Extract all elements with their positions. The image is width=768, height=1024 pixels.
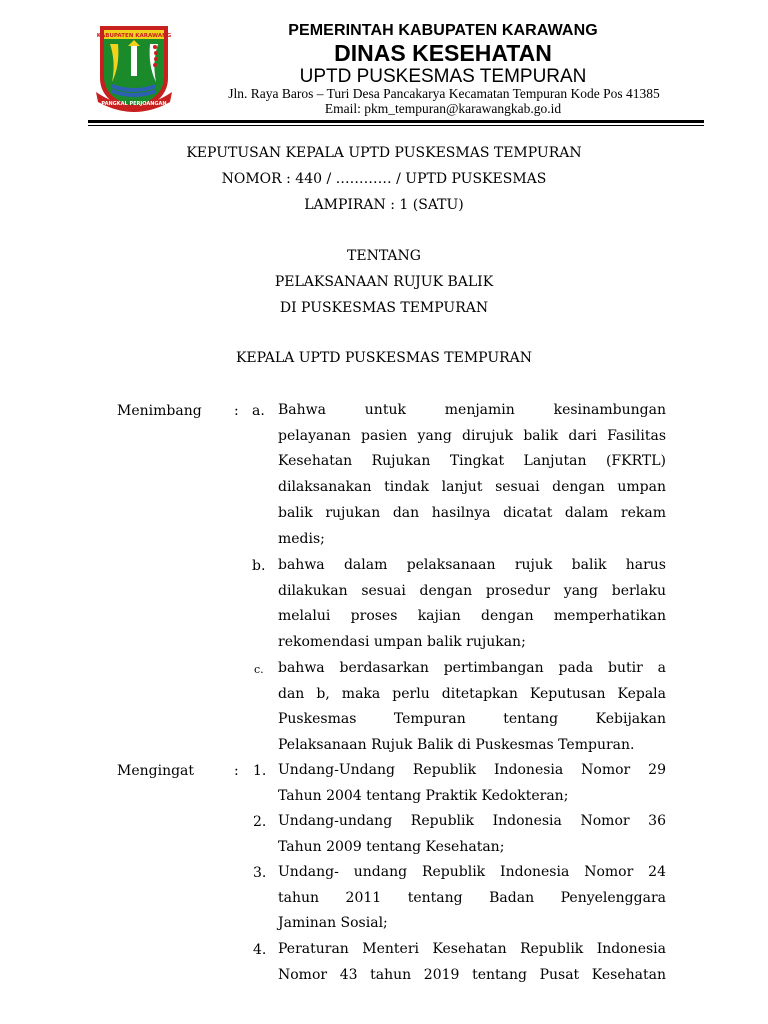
menimbang-marker-b: b.: [252, 558, 266, 574]
mengingat-marker-2: 2.: [253, 814, 267, 830]
text-line: Kesehatan Rujukan Tingkat Lanjutan (FKRTL): [278, 453, 666, 470]
letterhead-rule-thin: [88, 125, 704, 126]
text-line: Tahun 2004 tentang Praktik Kedokteran;: [278, 787, 569, 804]
svg-text:KABUPATEN KARAWANG: KABUPATEN KARAWANG: [96, 33, 172, 39]
mengingat-item-2: [278, 809, 666, 860]
decree-subject-line2: DI PUSKESMAS TEMPURAN: [279, 300, 489, 316]
text-line: Bahwa untuk menjamin kesinambungan: [278, 402, 666, 418]
text-line: Puskesmas Tempuran tentang Kebijakan: [278, 711, 666, 728]
decree-official: KEPALA UPTD PUSKESMAS TEMPURAN: [235, 350, 533, 366]
text-line: Undang- undang Republik Indonesia Nomor 24: [278, 864, 666, 880]
mengingat-item-1: [278, 758, 666, 809]
letterhead-email: Email: pkm_tempuran@karawangkab.go.id: [324, 101, 562, 116]
text-line: Undang-undang Republik Indonesia Nomor 36: [278, 813, 666, 829]
decree-title: KEPUTUSAN KEPALA UPTD PUSKESMAS TEMPURAN: [186, 145, 582, 161]
letterhead-agency: DINAS KESEHATAN: [334, 40, 552, 66]
menimbang-colon: :: [234, 403, 239, 419]
svg-text:PANGKAL PERJOANGAN: PANGKAL PERJOANGAN: [101, 101, 167, 107]
text-line: Tahun 2009 tentang Kesehatan;: [278, 838, 505, 855]
text-line: pelayanan pasien yang dirujuk balik dari Fasilitas: [278, 427, 666, 444]
letterhead: [0, 0, 768, 130]
menimbang-label: Menimbang: [117, 403, 202, 419]
text-line: dan b, maka perlu ditetapkan Keputusan Kepala: [278, 685, 666, 702]
text-line: Undang-Undang Republik Indonesia Nomor 29: [278, 762, 666, 778]
mengingat-marker-1: 1.: [253, 763, 267, 779]
letterhead-address: Jln. Raya Baros – Turi Desa Pancakarya Kecamatan Tempuran Kode Pos 41385: [228, 86, 660, 101]
mengingat-label: Mengingat: [117, 763, 195, 779]
text-line: tahun 2011 tentang Badan Penyelenggara: [278, 889, 666, 906]
text-line: bahwa dalam pelaksanaan rujuk balik harus: [278, 557, 666, 573]
menimbang-item-b: [278, 553, 666, 656]
mengingat-item-4: [278, 937, 666, 988]
mengingat-colon: :: [234, 763, 239, 779]
karawang-regency-emblem-icon: [94, 22, 174, 116]
text-line: balik rujukan dan hasilnya dicatat dalam rekam: [278, 504, 666, 521]
menimbang-item-a: [278, 398, 666, 552]
text-line: rekomendasi umpan balik rujukan;: [278, 634, 526, 651]
letterhead-government: PEMERINTAH KABUPATEN KARAWANG: [288, 22, 598, 39]
text-line: bahwa berdasarkan pertimbangan pada butir a: [278, 660, 666, 676]
menimbang-marker-a: a.: [252, 403, 265, 419]
mengingat-marker-4: 4.: [253, 942, 267, 958]
text-line: dilakukan sesuai dengan prosedur yang berlaku: [278, 582, 666, 599]
menimbang-item-c: [278, 656, 666, 759]
text-line: medis;: [278, 530, 325, 547]
decree-number: NOMOR : 440 / ………… / UPTD PUSKESMAS: [221, 171, 547, 187]
menimbang-marker-c: c.: [254, 663, 264, 676]
mengingat-marker-3: 3.: [253, 865, 267, 881]
text-line: Pelaksanaan Rujuk Balik di Puskesmas Tempuran.: [278, 737, 635, 754]
letterhead-rule-thick: [88, 120, 704, 123]
text-line: Nomor 43 tahun 2019 tentang Pusat Kesehatan: [278, 966, 666, 983]
letterhead-unit: UPTD PUSKESMAS TEMPURAN: [299, 66, 587, 87]
mengingat-item-3: [278, 860, 666, 937]
decree-attachment: LAMPIRAN : 1 (SATU): [304, 197, 464, 213]
text-line: Peraturan Menteri Kesehatan Republik Indonesia: [278, 941, 666, 957]
decree-about: TENTANG: [347, 248, 421, 264]
text-line: melalui proses kajian dengan memperhatikan: [278, 608, 666, 625]
text-line: Jaminan Sosial;: [278, 915, 388, 932]
text-line: dilaksanakan tindak lanjut sesuai dengan umpan: [278, 479, 666, 496]
decree-subject-line1: PELAKSANAAN RUJUK BALIK: [274, 274, 494, 290]
